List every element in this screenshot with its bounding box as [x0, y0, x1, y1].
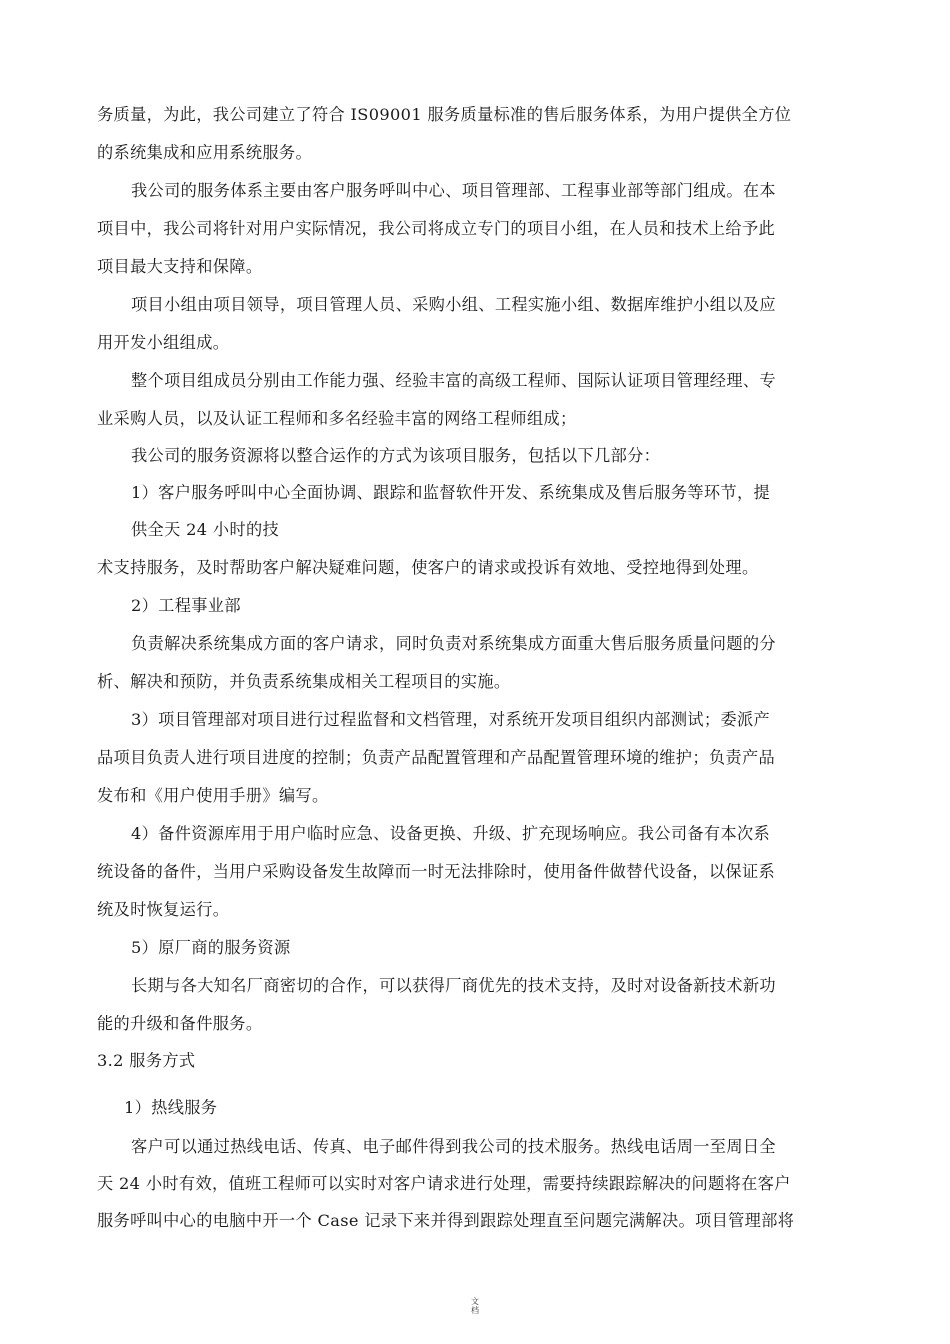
text-line: 我公司的服务体系主要由客户服务呼叫中心、项目管理部、工程事业部等部门组成。在本: [131, 181, 776, 200]
text-line: 4）备件资源库用于用户临时应急、设备更换、升级、扩充现场响应。我公司备有本次系: [131, 824, 771, 843]
subsection-heading: 1）热线服务: [124, 1098, 218, 1117]
text-line: 项目小组由项目领导，项目管理人员、采购小组、工程实施小组、数据库维护小组以及应: [131, 295, 776, 314]
text-line: 3）项目管理部对项目进行过程监督和文档管理，对系统开发项目组织内部测试；委派产: [131, 710, 771, 729]
text-line: 客户可以通过热线电话、传真、电子邮件得到我公司的技术服务。热线电话周一至周日全: [131, 1137, 776, 1156]
page-footer: [465, 1297, 485, 1315]
text-line: 析、解决和预防，并负责系统集成相关工程项目的实施。: [97, 672, 511, 691]
footer-line: 档: [471, 1306, 479, 1315]
section-heading: 3.2 服务方式: [97, 1051, 196, 1070]
text-line: 用开发小组组成。: [97, 333, 230, 352]
text-line: 务质量，为此，我公司建立了符合 IS09001 服务质量标准的售后服务体系，为用户提供全方位: [97, 105, 792, 124]
text-line: 术支持服务，及时帮助客户解决疑难问题，使客户的请求或投诉有效地、受控地得到处理。: [97, 558, 759, 577]
text-line: 我公司的服务资源将以整合运作的方式为该项目服务，包括以下几部分：: [131, 446, 661, 465]
text-line: 2）工程事业部: [131, 596, 241, 615]
text-line: 能的升级和备件服务。: [97, 1014, 263, 1033]
text-line: 品项目负责人进行项目进度的控制；负责产品配置管理和产品配置管理环境的维护；负责产品: [97, 748, 776, 767]
text-line: 天 24 小时有效，值班工程师可以实时对客户请求进行处理，需要持续跟踪解决的问题将在客户: [97, 1174, 791, 1193]
text-line: 项目中，我公司将针对用户实际情况，我公司将成立专门的项目小组，在人员和技术上给予此: [97, 219, 776, 238]
text-line: 业采购人员，以及认证工程师和多名经验丰富的网络工程师组成；: [97, 409, 577, 428]
text-line: 统及时恢复运行。: [97, 900, 230, 919]
text-line: 负责解决系统集成方面的客户请求，同时负责对系统集成方面重大售后服务质量问题的分: [131, 634, 776, 653]
text-line: 服务呼叫中心的电脑中开一个 Case 记录下来并得到跟踪处理直至问题完满解决。项目管理部将: [97, 1211, 795, 1230]
text-line: 统设备的备件，当用户采购设备发生故障而一时无法排除时，使用备件做替代设备，以保证系: [97, 862, 776, 881]
text-line: 供全天 24 小时的技: [131, 520, 280, 539]
text-line: 整个项目组成员分别由工作能力强、经验丰富的高级工程师、国际认证项目管理经理、专: [131, 371, 776, 390]
text-line: 5）原厂商的服务资源: [131, 938, 291, 957]
footer-line: 文: [471, 1297, 479, 1306]
text-line: 1）客户服务呼叫中心全面协调、跟踪和监督软件开发、系统集成及售后服务等环节，提: [131, 483, 771, 502]
text-line: 发布和《用户使用手册》编写。: [97, 786, 329, 805]
text-line: 长期与各大知名厂商密切的合作，可以获得厂商优先的技术支持，及时对设备新技术新功: [131, 976, 776, 995]
text-line: 的系统集成和应用系统服务。: [97, 143, 312, 162]
text-line: 项目最大支持和保障。: [97, 257, 263, 276]
